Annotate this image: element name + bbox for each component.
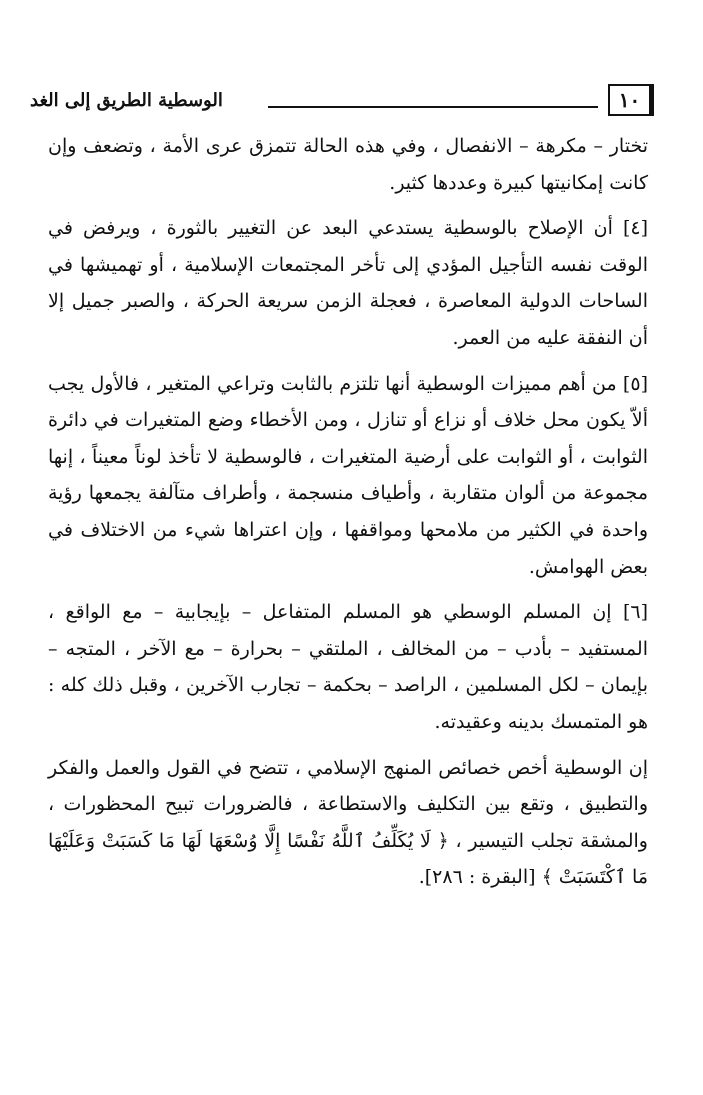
paragraph-point-6: [٦] إن المسلم الوسطي هو المسلم المتفاعل – بإيجابية – مع الواقع ، المستفيد – بأدب – من المخالف ، الملتقي – بحرارة – مع الآخر ، المتجه – بإيمان – لكل المسلمين ، الراصد – بحكمة – تجارب الآخرين ، وقبل ذلك كله : هو المتمسك بدينه وعقيدته. xyxy=(48,601,648,733)
paragraph-point-4: [٤] أن الإصلاح بالوسطية يستدعي البعد عن التغيير بالثورة ، ويرفض في الوقت نفسه التأجيل المؤدي إلى تأخر المجتمعات الإسلامية ، أو تهميشها في الساحات الدولية المعاصرة ، فعجلة الزمن سريعة الحركة ، والصبر جميل إلا أن النفقة عليه من العمر. xyxy=(48,217,648,349)
running-title: الوسطية الطريق إلى الغد xyxy=(30,90,223,111)
paragraph-conclusion: إن الوسطية أخص خصائص المنهج الإسلامي ، تتضح في القول والعمل والفكر والتطبيق ، وتقع بين التكليف والاستطاعة ، فالضرورات تبيح المحظورات ، والمشقة تجلب التيسير ، ﴿ لَا يُكَلِّفُ ٱللَّهُ نَفْسًا إِلَّا وُسْعَهَا لَهَا مَا كَسَبَتْ وَعَلَيْهَا مَا ٱكْتَسَبَتْ ﴾ [البقرة : ٢٨٦]. xyxy=(48,756,648,889)
paragraph-point-5: [٥] من أهم مميزات الوسطية أنها تلتزم بالثابت وتراعي المتغير ، فالأول يجب ألاّ يكون محل خلاف أو نزاع أو تنازل ، ومن الأخطاء وضع المتغيرات في دائرة الثوابت ، أو الثوابت على أرضية المتغيرات ، فالوسطية لا تأخذ لوناً معيناً ، إنها مجموعة من ألوان متقاربة ، وأطياف منسجمة ، وأطراف متآلفة يجمعها رؤية واحدة في الكثير من ملامحها ومواقفها ، وإن اعتراها شيء من الاختلاف في بعض الهوامش. xyxy=(48,372,648,578)
header-rule xyxy=(268,106,598,108)
page-number: ١٠ xyxy=(608,84,654,116)
page-header xyxy=(30,84,654,124)
body-text xyxy=(48,128,648,905)
paragraph-continuation: تختار – مكرهة – الانفصال ، وفي هذه الحالة تتمزق عرى الأمة ، وتضعف وإن كانت إمكانيتها كبيرة وعددها كثير. xyxy=(48,135,648,194)
